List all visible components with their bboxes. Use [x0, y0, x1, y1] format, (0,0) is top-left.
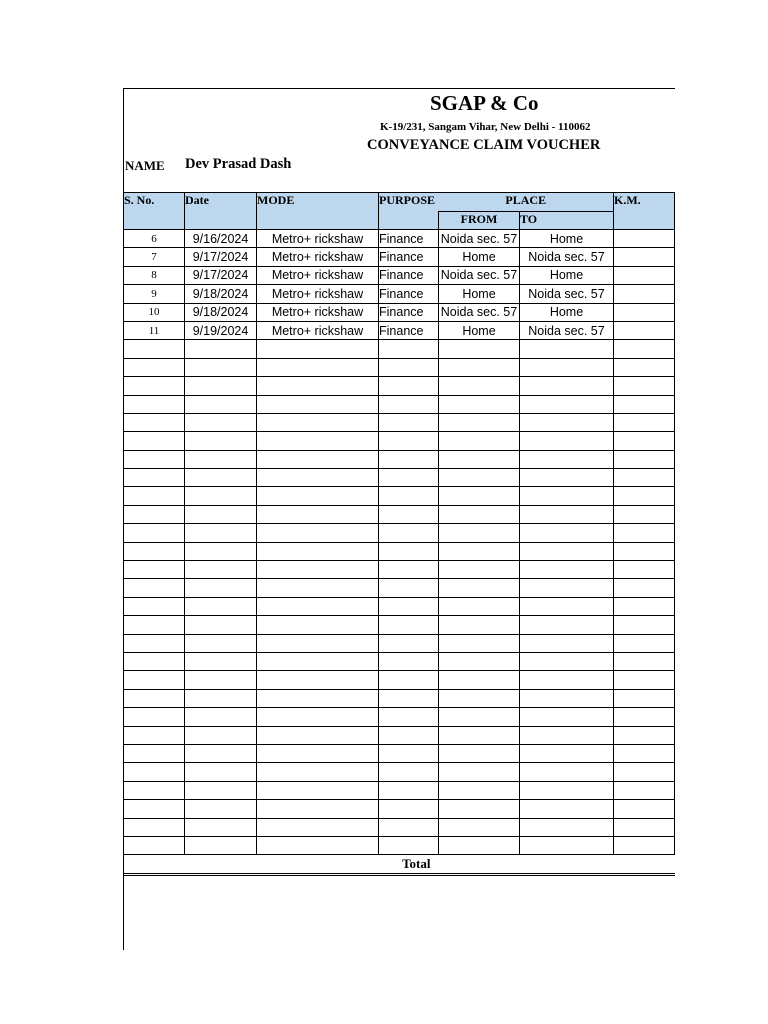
cell-to: Noida sec. 57	[520, 285, 614, 303]
empty-cell	[614, 469, 675, 487]
cell-sno: 7	[124, 248, 185, 266]
cell-to: Noida sec. 57	[520, 321, 614, 339]
table-row	[124, 321, 675, 339]
empty-cell	[124, 726, 185, 744]
col-sno-header: S. No.	[124, 193, 185, 230]
empty-cell	[185, 340, 257, 358]
empty-cell	[185, 579, 257, 597]
empty-cell	[124, 763, 185, 781]
empty-cell	[257, 413, 379, 431]
cell-from: Home	[439, 248, 520, 266]
empty-cell	[257, 800, 379, 818]
empty-cell	[185, 744, 257, 762]
empty-cell	[520, 763, 614, 781]
empty-cell	[185, 708, 257, 726]
empty-cell	[379, 763, 439, 781]
empty-cell	[614, 597, 675, 615]
empty-cell	[439, 487, 520, 505]
empty-cell	[379, 450, 439, 468]
empty-cell	[379, 542, 439, 560]
empty-cell	[124, 800, 185, 818]
empty-row	[124, 450, 675, 468]
empty-cell	[257, 781, 379, 799]
empty-cell	[614, 542, 675, 560]
empty-cell	[124, 561, 185, 579]
empty-cell	[614, 413, 675, 431]
empty-cell	[379, 505, 439, 523]
cell-purpose: Finance	[379, 266, 439, 284]
cell-from: Home	[439, 321, 520, 339]
empty-cell	[614, 671, 675, 689]
empty-cell	[520, 377, 614, 395]
total-label: Total	[124, 855, 439, 874]
empty-cell	[614, 487, 675, 505]
table-row	[124, 266, 675, 284]
cell-from: Noida sec. 57	[439, 266, 520, 284]
empty-cell	[124, 358, 185, 376]
empty-cell	[379, 634, 439, 652]
empty-cell	[185, 432, 257, 450]
empty-cell	[124, 432, 185, 450]
empty-cell	[379, 708, 439, 726]
empty-cell	[379, 652, 439, 670]
empty-cell	[124, 634, 185, 652]
empty-row	[124, 358, 675, 376]
empty-cell	[379, 781, 439, 799]
empty-cell	[185, 561, 257, 579]
empty-cell	[520, 634, 614, 652]
empty-row	[124, 469, 675, 487]
empty-cell	[439, 432, 520, 450]
cell-purpose: Finance	[379, 321, 439, 339]
footer-double-rule	[123, 873, 675, 876]
empty-cell	[520, 671, 614, 689]
empty-cell	[439, 616, 520, 634]
cell-sno: 9	[124, 285, 185, 303]
empty-cell	[185, 542, 257, 560]
empty-cell	[257, 450, 379, 468]
cell-purpose: Finance	[379, 303, 439, 321]
empty-cell	[520, 652, 614, 670]
empty-row	[124, 744, 675, 762]
cell-sno: 6	[124, 230, 185, 248]
empty-cell	[520, 689, 614, 707]
empty-cell	[614, 450, 675, 468]
empty-cell	[614, 340, 675, 358]
empty-cell	[614, 652, 675, 670]
empty-cell	[614, 377, 675, 395]
empty-cell	[520, 818, 614, 836]
empty-cell	[379, 836, 439, 854]
empty-cell	[124, 450, 185, 468]
empty-cell	[185, 597, 257, 615]
empty-cell	[185, 763, 257, 781]
cell-mode: Metro+ rickshaw	[257, 230, 379, 248]
empty-cell	[520, 358, 614, 376]
empty-cell	[379, 726, 439, 744]
empty-cell	[257, 652, 379, 670]
empty-cell	[185, 818, 257, 836]
empty-cell	[379, 469, 439, 487]
empty-cell	[439, 469, 520, 487]
empty-cell	[614, 800, 675, 818]
empty-cell	[124, 836, 185, 854]
name-value: Dev Prasad Dash	[185, 156, 292, 172]
empty-cell	[257, 358, 379, 376]
table-row	[124, 248, 675, 266]
cell-purpose: Finance	[379, 230, 439, 248]
company-address: K-19/231, Sangam Vihar, New Delhi - 110062	[380, 121, 591, 133]
empty-cell	[379, 413, 439, 431]
empty-cell	[257, 671, 379, 689]
empty-cell	[379, 671, 439, 689]
empty-cell	[124, 505, 185, 523]
empty-cell	[124, 395, 185, 413]
empty-cell	[257, 542, 379, 560]
cell-mode: Metro+ rickshaw	[257, 266, 379, 284]
empty-cell	[379, 818, 439, 836]
empty-cell	[257, 708, 379, 726]
empty-cell	[124, 487, 185, 505]
cell-purpose: Finance	[379, 248, 439, 266]
empty-cell	[257, 818, 379, 836]
empty-cell	[439, 634, 520, 652]
empty-row	[124, 505, 675, 523]
empty-cell	[257, 432, 379, 450]
empty-cell	[614, 763, 675, 781]
empty-cell	[520, 708, 614, 726]
empty-cell	[439, 395, 520, 413]
empty-cell	[520, 432, 614, 450]
empty-cell	[124, 469, 185, 487]
col-from-header: FROM	[439, 212, 520, 230]
col-purpose-spacer	[379, 212, 439, 230]
empty-cell	[614, 726, 675, 744]
empty-cell	[614, 744, 675, 762]
empty-cell	[439, 358, 520, 376]
empty-cell	[124, 579, 185, 597]
cell-purpose: Finance	[379, 285, 439, 303]
empty-cell	[257, 744, 379, 762]
empty-cell	[520, 579, 614, 597]
cell-km	[614, 266, 675, 284]
total-value	[439, 855, 675, 874]
empty-cell	[614, 395, 675, 413]
empty-cell	[379, 377, 439, 395]
empty-cell	[614, 579, 675, 597]
empty-cell	[124, 652, 185, 670]
empty-row	[124, 634, 675, 652]
cell-to: Noida sec. 57	[520, 248, 614, 266]
empty-cell	[439, 800, 520, 818]
empty-cell	[379, 689, 439, 707]
cell-from: Home	[439, 285, 520, 303]
empty-cell	[124, 689, 185, 707]
empty-row	[124, 432, 675, 450]
empty-row	[124, 818, 675, 836]
voucher-title: CONVEYANCE CLAIM VOUCHER	[367, 137, 601, 153]
empty-cell	[520, 561, 614, 579]
empty-cell	[185, 689, 257, 707]
cell-date: 9/17/2024	[185, 266, 257, 284]
empty-cell	[185, 836, 257, 854]
empty-cell	[439, 708, 520, 726]
cell-to: Home	[520, 266, 614, 284]
empty-cell	[614, 358, 675, 376]
empty-row	[124, 487, 675, 505]
table-row	[124, 285, 675, 303]
empty-cell	[520, 836, 614, 854]
empty-cell	[439, 340, 520, 358]
empty-cell	[520, 800, 614, 818]
empty-cell	[379, 432, 439, 450]
empty-row	[124, 689, 675, 707]
empty-cell	[379, 487, 439, 505]
empty-cell	[257, 836, 379, 854]
empty-cell	[185, 726, 257, 744]
empty-cell	[257, 616, 379, 634]
col-purpose-header: PURPOSE	[379, 193, 439, 212]
empty-cell	[379, 744, 439, 762]
empty-cell	[520, 726, 614, 744]
empty-cell	[379, 579, 439, 597]
col-to-header: TO	[520, 212, 614, 230]
empty-cell	[124, 597, 185, 615]
empty-cell	[185, 800, 257, 818]
empty-cell	[520, 469, 614, 487]
empty-cell	[520, 395, 614, 413]
empty-row	[124, 781, 675, 799]
cell-sno: 10	[124, 303, 185, 321]
col-place-header: PLACE	[439, 193, 614, 212]
empty-cell	[614, 616, 675, 634]
empty-cell	[257, 377, 379, 395]
empty-cell	[257, 505, 379, 523]
empty-cell	[185, 413, 257, 431]
empty-cell	[124, 744, 185, 762]
empty-cell	[257, 561, 379, 579]
empty-cell	[520, 450, 614, 468]
empty-cell	[257, 763, 379, 781]
empty-cell	[185, 505, 257, 523]
empty-cell	[379, 597, 439, 615]
empty-cell	[124, 524, 185, 542]
cell-km	[614, 230, 675, 248]
empty-cell	[257, 634, 379, 652]
empty-row	[124, 413, 675, 431]
empty-cell	[520, 505, 614, 523]
col-date-header: Date	[185, 193, 257, 230]
cell-mode: Metro+ rickshaw	[257, 285, 379, 303]
cell-mode: Metro+ rickshaw	[257, 321, 379, 339]
empty-cell	[520, 413, 614, 431]
col-km-header: K.M.	[614, 193, 675, 230]
empty-row	[124, 340, 675, 358]
empty-cell	[257, 689, 379, 707]
name-label: NAME	[125, 158, 165, 173]
cell-km	[614, 321, 675, 339]
empty-row	[124, 542, 675, 560]
cell-date: 9/19/2024	[185, 321, 257, 339]
empty-cell	[257, 340, 379, 358]
empty-cell	[124, 708, 185, 726]
empty-cell	[439, 671, 520, 689]
empty-cell	[520, 597, 614, 615]
empty-cell	[379, 800, 439, 818]
empty-cell	[439, 726, 520, 744]
cell-km	[614, 285, 675, 303]
empty-cell	[185, 781, 257, 799]
empty-row	[124, 763, 675, 781]
cell-date: 9/18/2024	[185, 285, 257, 303]
cell-to: Home	[520, 303, 614, 321]
cell-sno: 8	[124, 266, 185, 284]
empty-cell	[439, 836, 520, 854]
cell-sno: 11	[124, 321, 185, 339]
empty-cell	[614, 708, 675, 726]
empty-cell	[185, 634, 257, 652]
empty-cell	[379, 358, 439, 376]
empty-cell	[257, 487, 379, 505]
empty-cell	[379, 561, 439, 579]
empty-cell	[379, 395, 439, 413]
empty-cell	[185, 524, 257, 542]
empty-cell	[124, 616, 185, 634]
empty-cell	[124, 671, 185, 689]
empty-cell	[185, 671, 257, 689]
empty-row	[124, 524, 675, 542]
empty-cell	[439, 413, 520, 431]
empty-cell	[614, 524, 675, 542]
empty-cell	[614, 836, 675, 854]
empty-cell	[520, 340, 614, 358]
empty-cell	[185, 487, 257, 505]
empty-cell	[124, 340, 185, 358]
empty-cell	[124, 542, 185, 560]
empty-cell	[439, 450, 520, 468]
empty-cell	[439, 818, 520, 836]
empty-cell	[520, 487, 614, 505]
empty-cell	[520, 542, 614, 560]
empty-cell	[614, 818, 675, 836]
empty-cell	[439, 377, 520, 395]
empty-row	[124, 652, 675, 670]
empty-cell	[185, 469, 257, 487]
cell-to: Home	[520, 230, 614, 248]
empty-cell	[379, 340, 439, 358]
empty-cell	[439, 597, 520, 615]
header-row	[124, 193, 675, 212]
empty-cell	[185, 652, 257, 670]
empty-cell	[439, 542, 520, 560]
empty-row	[124, 377, 675, 395]
cell-mode: Metro+ rickshaw	[257, 248, 379, 266]
empty-row	[124, 726, 675, 744]
empty-row	[124, 708, 675, 726]
empty-cell	[257, 597, 379, 615]
empty-cell	[257, 726, 379, 744]
empty-cell	[614, 781, 675, 799]
cell-date: 9/18/2024	[185, 303, 257, 321]
top-rule	[123, 88, 675, 89]
empty-cell	[439, 763, 520, 781]
empty-row	[124, 616, 675, 634]
empty-cell	[124, 818, 185, 836]
empty-cell	[185, 616, 257, 634]
empty-cell	[520, 524, 614, 542]
empty-cell	[439, 689, 520, 707]
empty-row	[124, 395, 675, 413]
empty-row	[124, 671, 675, 689]
empty-cell	[614, 689, 675, 707]
empty-cell	[379, 616, 439, 634]
empty-cell	[185, 358, 257, 376]
empty-cell	[439, 781, 520, 799]
empty-cell	[439, 744, 520, 762]
empty-cell	[124, 377, 185, 395]
empty-row	[124, 561, 675, 579]
cell-date: 9/16/2024	[185, 230, 257, 248]
empty-cell	[257, 579, 379, 597]
empty-cell	[614, 505, 675, 523]
empty-cell	[185, 395, 257, 413]
empty-row	[124, 836, 675, 854]
empty-cell	[520, 744, 614, 762]
empty-row	[124, 800, 675, 818]
total-row	[124, 855, 675, 874]
empty-cell	[614, 561, 675, 579]
cell-date: 9/17/2024	[185, 248, 257, 266]
empty-row	[124, 597, 675, 615]
empty-cell	[257, 395, 379, 413]
empty-cell	[185, 450, 257, 468]
empty-cell	[124, 413, 185, 431]
empty-cell	[439, 524, 520, 542]
table-row	[124, 230, 675, 248]
claim-table	[123, 192, 675, 874]
empty-cell	[257, 469, 379, 487]
empty-row	[124, 579, 675, 597]
company-name: SGAP & Co	[430, 91, 539, 115]
col-mode-header: MODE	[257, 193, 379, 230]
empty-cell	[439, 579, 520, 597]
empty-cell	[614, 432, 675, 450]
cell-km	[614, 248, 675, 266]
empty-cell	[124, 781, 185, 799]
cell-from: Noida sec. 57	[439, 230, 520, 248]
empty-cell	[257, 524, 379, 542]
cell-km	[614, 303, 675, 321]
table-row	[124, 303, 675, 321]
empty-cell	[520, 616, 614, 634]
empty-cell	[520, 781, 614, 799]
empty-cell	[614, 634, 675, 652]
empty-cell	[185, 377, 257, 395]
empty-cell	[379, 524, 439, 542]
empty-cell	[439, 505, 520, 523]
cell-from: Noida sec. 57	[439, 303, 520, 321]
empty-cell	[439, 561, 520, 579]
empty-cell	[439, 652, 520, 670]
cell-mode: Metro+ rickshaw	[257, 303, 379, 321]
